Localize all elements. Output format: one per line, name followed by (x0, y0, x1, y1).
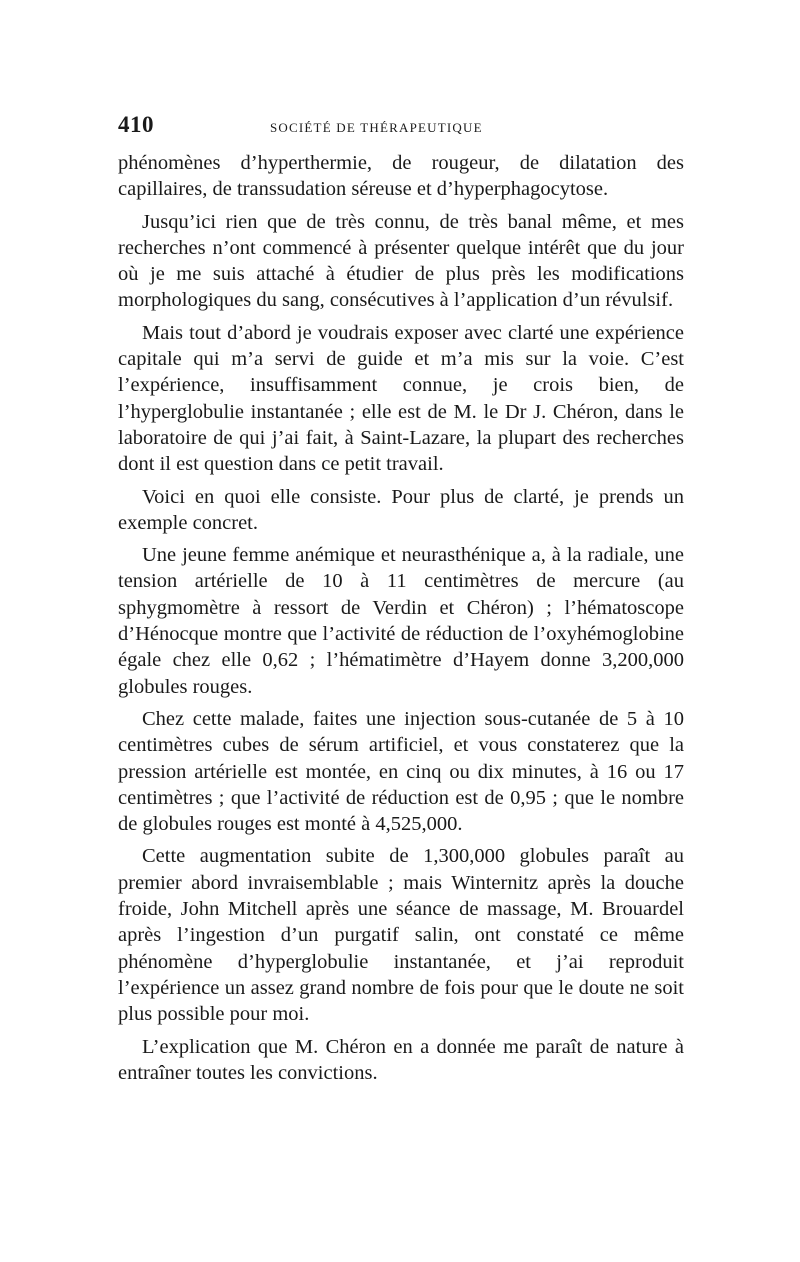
body-text (118, 150, 684, 1086)
paragraph: Cette augmentation subite de 1,300,000 globules paraît au premier abord invraisemblable ; mais Winternitz après la douche froide, John Mitchell après une séance de massage, M. Brouardel après l’ingestion d’un purgatif salin, ont constaté ce même phénomène d’hyperglobulie instantanée, et j’ai reproduit l’expérience un assez grand nombre de fois pour que le doute ne soit plus possible pour moi. (118, 845, 684, 1026)
paragraph: Mais tout d’abord je voudrais exposer avec clarté une expérience capitale qui m’a servi de guide et m’a mis sur la voie. C’est l’expérience, insuffisamment connue, je crois bien, de l’hyperglobulie instantanée ; elle est de M. le Dr J. Chéron, dans le laboratoire de qui j’ai fait, à Saint-Lazare, la plupart des recherches dont il est question dans ce petit travail. (118, 321, 684, 476)
paragraph: Voici en quoi elle consiste. Pour plus de clarté, je prends un exemple concret. (118, 485, 684, 534)
page-header (118, 110, 684, 150)
page-number: 410 (118, 112, 154, 137)
paragraph: L’explication que M. Chéron en a donnée me paraît de nature à entraîner toutes les convictions. (118, 1035, 684, 1084)
paragraph: Une jeune femme anémique et neurasthénique a, à la radiale, une tension artérielle de 10 à 11 centimètres de mercure (au sphygmomètre à ressort de Verdin et Chéron) ; l’hématoscope d’Hénocque montre que l’activité de réduction de l’oxyhémoglobine égale chez elle 0,62 ; l’hématimètre d’Hayem donne 3,200,000 globules rouges. (118, 544, 684, 698)
running-head: SOCIÉTÉ DE THÉRAPEUTIQUE (270, 120, 483, 135)
paragraph: Jusqu’ici rien que de très connu, de très banal même, et mes recherches n’ont commencé à présenter quelque intérêt que du jour où je me suis attaché à étudier de plus près les modifications morphologiques du sang, consécutives à l’application d’un révulsif. (118, 210, 684, 312)
book-page (118, 110, 684, 1092)
paragraph-continuation: phénomènes d’hyperthermie, de rougeur, de dilatation des capillaires, de transsudation séreuse et d’hyperphagocytose. (118, 152, 684, 201)
paragraph: Chez cette malade, faites une injection sous-cutanée de 5 à 10 centimètres cubes de sérum artificiel, et vous constaterez que la pression artérielle est montée, en cinq ou dix minutes, à 16 ou 17 centimètres ; que l’activité de réduction est de 0,95 ; que le nombre de globules rouges est monté à 4,525,000. (118, 707, 684, 836)
